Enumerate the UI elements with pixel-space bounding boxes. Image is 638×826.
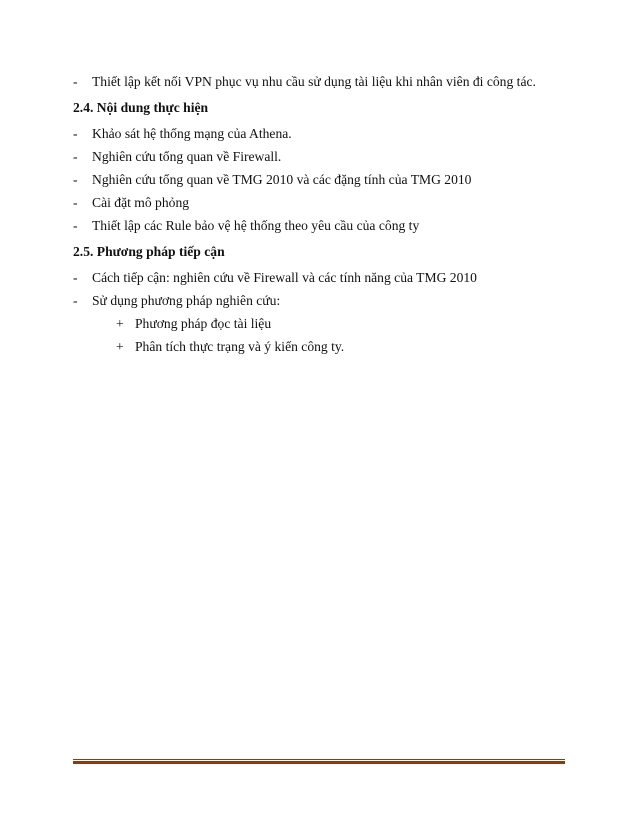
- list-item-text: Nghiên cứu tổng quan về Firewall.: [92, 149, 282, 164]
- bullet-dash: -: [73, 218, 78, 233]
- bullet-plus: +: [116, 316, 124, 331]
- bullet-plus: +: [116, 339, 124, 354]
- section-heading-2-5: 2.5. Phương pháp tiếp cận: [73, 244, 225, 259]
- list-item-text: Sử dụng phương pháp nghiên cứu:: [92, 293, 281, 308]
- list-item-text: Nghiên cứu tổng quan về TMG 2010 và các đặng tính của TMG 2010: [92, 172, 472, 187]
- bullet-dash: -: [73, 74, 78, 89]
- bullet-dash: -: [73, 149, 78, 164]
- list-item-text: Khảo sát hệ thống mạng của Athena.: [92, 126, 292, 141]
- list-item-text: Thiết lập các Rule bảo vệ hệ thống theo yêu cầu của công ty: [92, 218, 420, 233]
- bullet-dash: -: [73, 270, 78, 285]
- footer-rule-thin: [73, 759, 565, 760]
- bullet-dash: -: [73, 126, 78, 141]
- footer-rule-thick: [73, 761, 565, 764]
- section-heading-2-4: 2.4. Nội dung thực hiện: [73, 100, 209, 115]
- sub-list-item-text: Phân tích thực trạng và ý kiến công ty.: [135, 339, 345, 354]
- bullet-dash: -: [73, 195, 78, 210]
- list-item-text: Cách tiếp cận: nghiên cứu về Firewall và các tính năng của TMG 2010: [92, 270, 477, 285]
- list-item-text: Cài đặt mô phỏng: [92, 195, 190, 210]
- list-item-text: Thiết lập kết nối VPN phục vụ nhu cầu sử dụng tài liệu khi nhân viên đi công tác.: [92, 74, 536, 89]
- bullet-dash: -: [73, 293, 78, 308]
- bullet-dash: -: [73, 172, 78, 187]
- sub-list-item-text: Phương pháp đọc tài liệu: [135, 316, 272, 331]
